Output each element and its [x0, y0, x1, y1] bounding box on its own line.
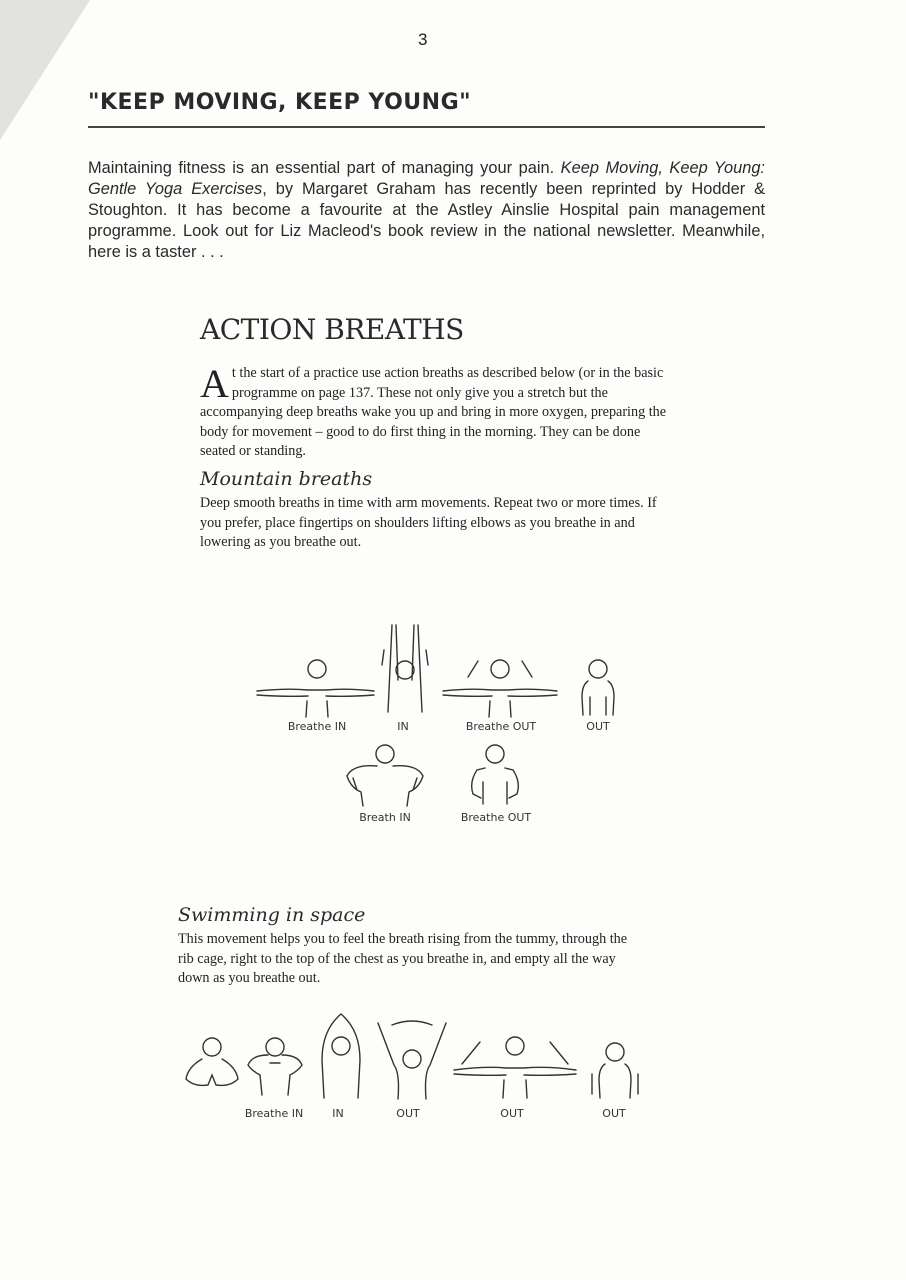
excerpt-intro	[200, 361, 670, 462]
figure-hands-face-icon	[246, 1035, 304, 1097]
swimming-label: Breathe IN	[244, 1107, 304, 1120]
article-title: "KEEP MOVING, KEEP YOUNG"	[88, 90, 472, 115]
mountain-label: Breathe OUT	[465, 720, 537, 733]
figure-hands-prayer-icon	[184, 1035, 240, 1097]
swimming-text: This movement helps you to feel the breath rising from the tummy, through the rib cage, right to the top of the chest as you breathe in, and empty all the way down as you breathe out.	[178, 931, 628, 987]
swimming-label: OUT	[396, 1107, 420, 1120]
mountain-label: Breath IN	[359, 811, 411, 824]
mountain-text: Deep smooth breaths in time with arm movements. Repeat two or more times. If you prefer, place fingertips on shoulders lifting elbows as you breathe in and lowering as you breathe out.	[200, 495, 657, 551]
figure-arms-out-icon	[252, 655, 382, 715]
mountain-label: OUT	[586, 720, 610, 733]
mountain-label: Breathe IN	[287, 720, 347, 733]
intro-text: Maintaining fitness is an essential part of managing your pain.	[88, 159, 561, 177]
figure-arms-sweep-icon	[450, 1030, 580, 1100]
excerpt-heading: ACTION BREATHS	[200, 313, 464, 346]
mountain-label: Breathe OUT	[460, 811, 532, 824]
scan-corner-shadow	[0, 0, 90, 140]
excerpt-intro-text: t the start of a practice use action breaths as described below (or in the basic programme on page 137. These not only give you a stretch but the accompanying deep breaths wake you up and bring in more oxygen, preparing the body for movement – good to do first thing in the morning. They can be done seated or standing.	[200, 365, 667, 460]
figure-arms-lowering-icon	[440, 655, 560, 715]
swimming-label: OUT	[602, 1107, 626, 1120]
figure-arms-up-icon	[378, 620, 433, 715]
figure-hands-overhead-icon	[316, 1010, 366, 1100]
figure-elbows-up-icon	[343, 742, 427, 808]
swimming-label: IN	[332, 1107, 344, 1120]
figure-elbows-down-icon	[465, 742, 525, 808]
drop-cap: A	[200, 361, 229, 406]
mountain-label: IN	[397, 720, 409, 733]
article-intro	[88, 158, 765, 263]
intro-text-cont: , by Margaret Graham has recently been reprinted by Hodder & Stoughton. It has become a favourite at the Astley Ainslie Hospital pain management programme. Look out for Liz Macleod's book review in the national newsletter. Meanwhile, here is a taster . . .	[88, 180, 766, 261]
swimming-heading: Swimming in space	[178, 904, 366, 926]
swimming-label: OUT	[500, 1107, 524, 1120]
title-underline	[88, 126, 765, 128]
figure-arms-down-icon	[578, 657, 618, 717]
figure-arms-lowered-icon	[590, 1040, 640, 1100]
figure-arms-v-icon	[374, 1015, 450, 1100]
mountain-heading: Mountain breaths	[200, 468, 373, 490]
book-title: Keep Moving, Keep Young: Gentle Yoga Exercises	[88, 159, 765, 198]
page-number: 3	[418, 30, 428, 49]
